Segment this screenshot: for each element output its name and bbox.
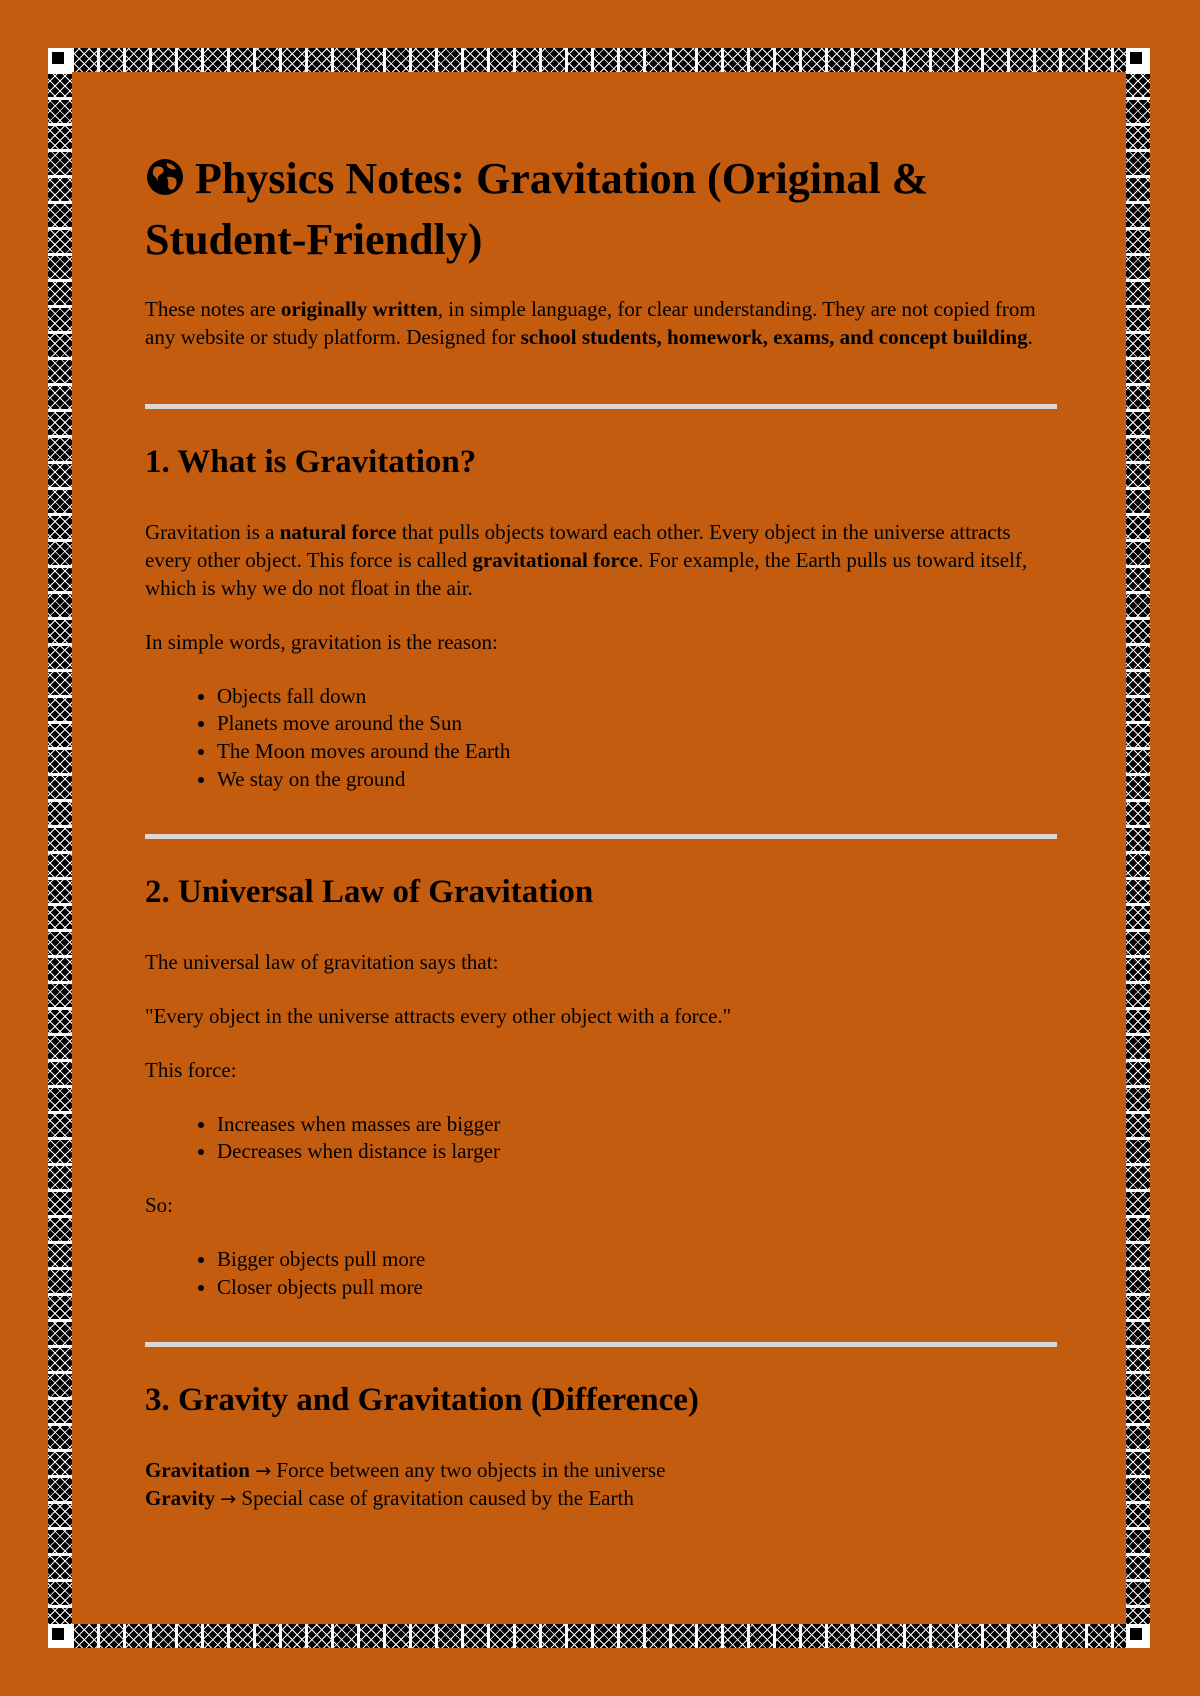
border-corner: [48, 48, 72, 72]
page-title: [145, 150, 1057, 268]
section1-paragraph: [145, 519, 1057, 603]
intro-text: , in simple language, for clear understanding. They are not copied from any website or study platform. Designed for: [145, 297, 1036, 350]
section-divider: [145, 1342, 1057, 1347]
term: Gravitation: [145, 1457, 250, 1482]
body-text: that pulls objects toward each other. Every object in the universe attracts every other object. This force is called: [145, 519, 1011, 572]
intro-text: .: [1027, 325, 1033, 350]
border-corner: [48, 1624, 72, 1648]
page-title-text: Physics Notes: Gravitation (Original & Student-Friendly): [145, 154, 929, 265]
list-item: • Objects fall down: [217, 683, 1057, 711]
section2-paragraph: This force:: [145, 1057, 237, 1082]
intro-bold: school students, homework, exams, and concept building: [520, 325, 1028, 350]
document-body: [145, 150, 1057, 1539]
bullet-list: [145, 683, 1057, 795]
border-corner: [1126, 48, 1150, 72]
term: Gravity: [145, 1485, 215, 1510]
border-left: [48, 48, 72, 1648]
body-text: Gravitation is a: [145, 519, 280, 544]
list-item: • Bigger objects pull more: [217, 1246, 1057, 1274]
difference-list: [145, 1457, 1057, 1513]
list-item: • Increases when masses are bigger: [217, 1111, 1057, 1139]
arrow-icon: →: [255, 1459, 272, 1482]
term-description: Force between any two objects in the universe: [276, 1457, 666, 1482]
intro-text: These notes are: [145, 297, 281, 322]
section-heading: 3. Gravity and Gravitation (Difference): [145, 1382, 699, 1419]
bullet-list: [145, 1111, 1057, 1167]
section2-paragraph: So:: [145, 1193, 174, 1218]
section-heading: 2. Universal Law of Gravitation: [145, 874, 594, 911]
globe-icon: [145, 154, 185, 211]
intro-bold: originally written: [280, 297, 438, 322]
section-heading: 1. What is Gravitation?: [145, 444, 477, 481]
term-description: Special case of gravitation caused by the Earth: [241, 1485, 634, 1510]
law-quote: "Every object in the universe attracts every other object with a force.": [145, 1003, 732, 1028]
intro-paragraph: [145, 296, 1057, 352]
border-right: [1126, 48, 1150, 1648]
border-bottom: [48, 1624, 1150, 1648]
body-text: . For example, the Earth pulls us toward itself, which is why we do not float in the air.: [145, 547, 1028, 600]
body-bold: natural force: [279, 519, 397, 544]
list-item: • Decreases when distance is larger: [217, 1138, 1057, 1166]
list-item: • We stay on the ground: [217, 766, 1057, 794]
bullet-list: [145, 1246, 1057, 1302]
list-item: • Planets move around the Sun: [217, 710, 1057, 738]
section-divider: [145, 834, 1057, 839]
border-corner: [1126, 1624, 1150, 1648]
list-item: • Closer objects pull more: [217, 1274, 1057, 1302]
arrow-icon: →: [220, 1487, 237, 1510]
section-divider: [145, 404, 1057, 409]
body-bold: gravitational force: [472, 547, 639, 572]
section1-paragraph: In simple words, gravitation is the reason:: [145, 629, 498, 654]
list-item: • The Moon moves around the Earth: [217, 738, 1057, 766]
section2-paragraph: The universal law of gravitation says that:: [145, 949, 499, 974]
border-top: [48, 48, 1150, 72]
